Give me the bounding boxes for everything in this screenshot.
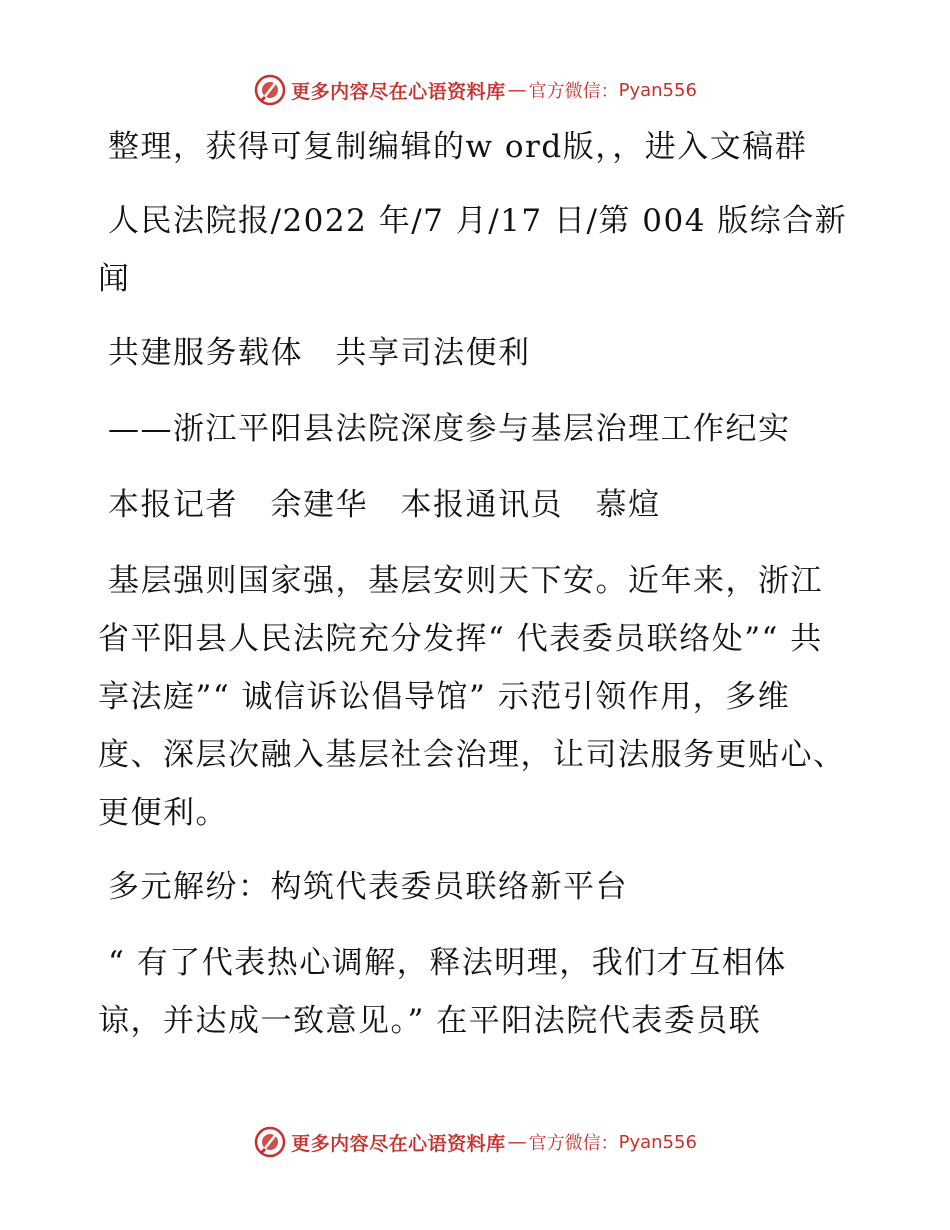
banner-dash: — — [507, 79, 527, 101]
article-subtitle: ——浙江平阳县法院深度参与基层治理工作纪实 — [108, 411, 791, 447]
banner-wechat-id: Pyan556 — [618, 79, 697, 101]
header-banner — [0, 70, 950, 110]
article-byline: 本报记者 余建华 本报通讯员 慕煊 — [108, 487, 661, 523]
banner-official-label: 官方微信： — [528, 1133, 619, 1154]
paragraph-quote: “ 有了代表热心调解，释法明理，我们才互相体谅，并达成一致意见。” 在平阳法院代表委员联 — [98, 945, 787, 1039]
banner-official-label: 官方微信： — [528, 81, 619, 102]
paragraph-lead: 基层强则国家强，基层安则天下安。近年来，浙江省平阳县人民法院充分发挥“ 代表委员联络处”“ 共享法庭”“ 诚信诉讼倡导馆” 示范引领作用，多维度、深层次融入基层社会治理，让司法服务更贴心、更便利。 — [98, 563, 846, 831]
article-title: 共建服务载体 共享司法便利 — [108, 335, 531, 371]
paragraph-intro: 整理，获得可复制编辑的w ord版，，进入文稿群 — [108, 129, 808, 165]
document-body — [98, 118, 850, 1066]
section-heading: 多元解纷：构筑代表委员联络新平台 — [108, 869, 628, 905]
banner-text: 更多内容尽在心语资料库 — [291, 1132, 506, 1155]
banner-text: 更多内容尽在心语资料库 — [291, 80, 506, 103]
footer-banner — [0, 1122, 950, 1162]
paragraph-source: 人民法院报/2022 年/7 月/17 日/第 004 版综合新闻 — [98, 203, 848, 297]
banner-dash: — — [507, 1131, 527, 1153]
brand-logo-icon — [253, 1125, 287, 1159]
brand-logo-icon — [253, 73, 287, 107]
banner-wechat-id: Pyan556 — [618, 1131, 697, 1153]
